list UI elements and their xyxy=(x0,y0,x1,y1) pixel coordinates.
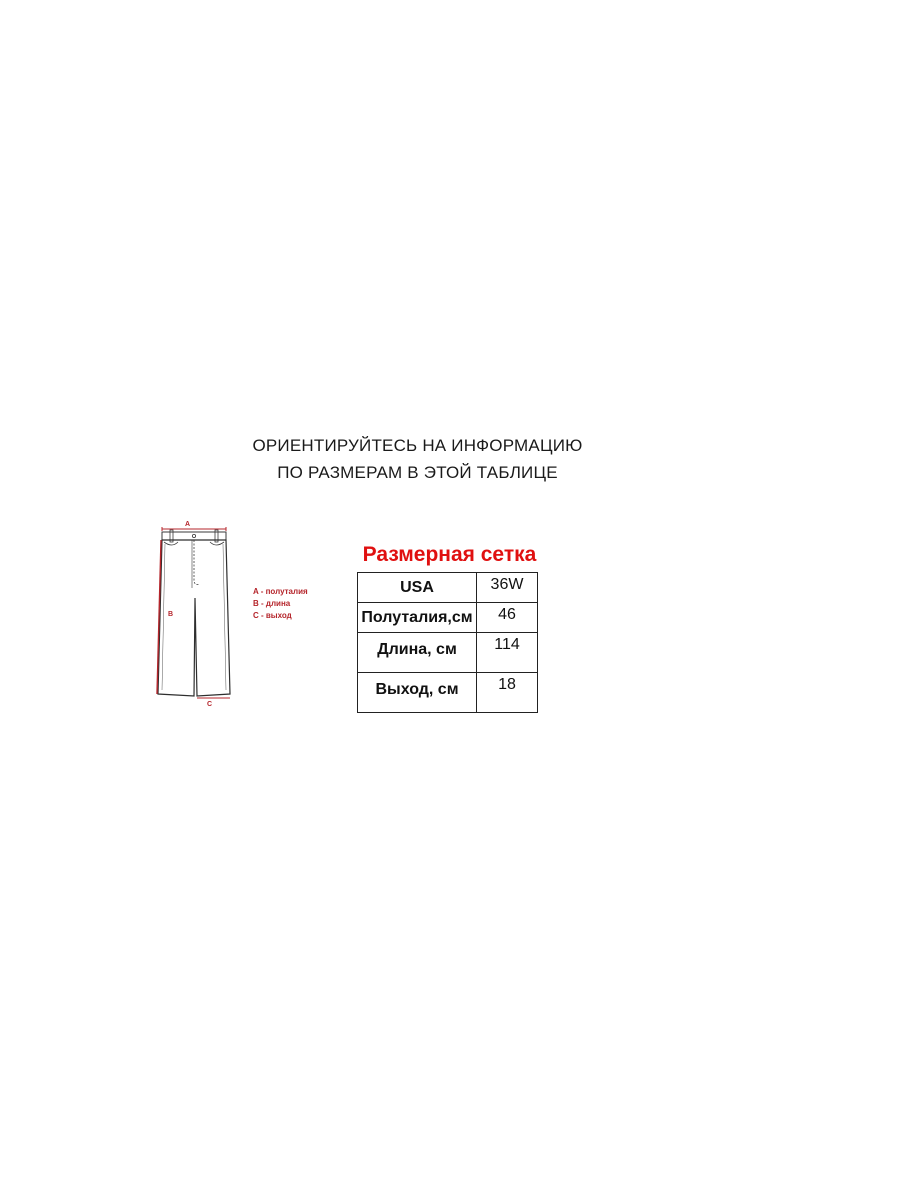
row-label-waist: Полуталия,см xyxy=(358,603,477,633)
table-row xyxy=(358,633,538,673)
instruction-heading xyxy=(180,432,655,486)
table-row xyxy=(358,573,538,603)
row-label-rise: Выход, см xyxy=(358,673,477,713)
size-chart-title: Размерная сетка xyxy=(362,543,537,566)
diagram-label-a: A xyxy=(185,521,191,528)
row-value-waist: 46 xyxy=(477,603,538,633)
size-chart-table xyxy=(357,572,538,713)
trousers-diagram xyxy=(148,518,248,710)
diagram-label-c: C xyxy=(207,701,213,708)
row-value-rise: 18 xyxy=(477,673,538,713)
diagram-label-b: B xyxy=(168,611,174,618)
trousers-outline xyxy=(148,518,248,710)
instruction-heading-line-2: ПО РАЗМЕРАМ В ЭТОЙ ТАБЛИЦЕ xyxy=(277,463,558,482)
instruction-heading-line-1: ОРИЕНТИРУЙТЕСЬ НА ИНФОРМАЦИЮ xyxy=(252,436,583,455)
legend-item-a: A - полуталия xyxy=(253,587,308,596)
legend-item-c: C - выход xyxy=(253,611,292,620)
legend-item-b: B - длина xyxy=(253,599,291,608)
measurement-legend xyxy=(253,586,308,622)
row-label-length: Длина, см xyxy=(358,633,477,673)
row-label-usa: USA xyxy=(358,573,477,603)
table-row xyxy=(358,603,538,633)
row-value-length: 114 xyxy=(477,633,538,673)
table-row xyxy=(358,673,538,713)
row-value-usa: 36W xyxy=(477,573,538,603)
